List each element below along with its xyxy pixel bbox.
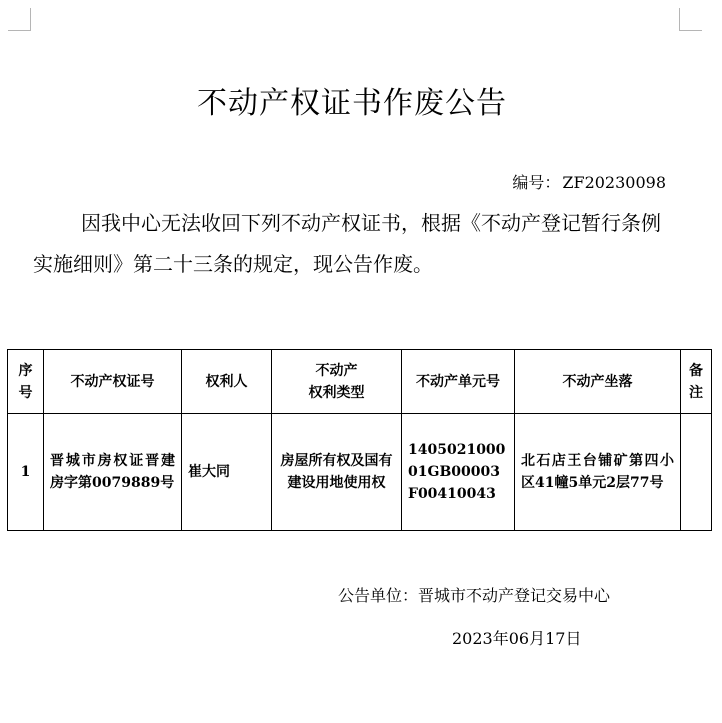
table-header-row: [8, 350, 712, 414]
header-unit-no: 不动产单元号: [402, 350, 515, 414]
cell-holder: 崔大同: [182, 414, 272, 531]
header-cert-no: 不动产权证号: [44, 350, 182, 414]
document-title: 不动产权证书作废公告: [197, 86, 507, 121]
cell-no: 1: [8, 414, 44, 531]
notice-paragraph: [33, 203, 673, 285]
cell-cert-no: 晋城市房权证晋建房字第0079889号: [44, 414, 182, 531]
issuing-unit: 公告单位：晋城市不动产登记交易中心: [338, 586, 611, 605]
header-location: 不动产坐落: [515, 350, 681, 414]
void-certificate-table: [7, 349, 712, 531]
serial-number: [510, 170, 666, 193]
notice-text: 因我中心无法收回下列不动产权证书，根据《不动产登记暂行条例实施细则》第二十三条的规定，现公告作废。: [33, 211, 661, 276]
serial-value: ZF20230098: [562, 173, 666, 192]
table-row: [8, 414, 712, 531]
cell-unit-no: 140502100001GB00003F00410043: [402, 414, 515, 531]
cell-remark: [681, 414, 712, 531]
cell-location: 北石店王台铺矿第四小区41幢5单元2层77号: [515, 414, 681, 531]
header-right-type-line2: 权利类型: [308, 384, 365, 401]
header-remark: 备注: [681, 350, 712, 414]
header-right-type: [272, 350, 402, 414]
serial-label: 编号：: [512, 173, 561, 192]
header-right-type-line1: 不动产: [315, 362, 358, 379]
header-holder: 权利人: [182, 350, 272, 414]
header-no: 序号: [8, 350, 44, 414]
page-corner-mark-left: [8, 8, 31, 31]
cell-right-type: 房屋所有权及国有建设用地使用权: [272, 414, 402, 531]
page-corner-mark-right: [679, 8, 702, 31]
notice-date: 2023年06月17日: [452, 629, 582, 648]
